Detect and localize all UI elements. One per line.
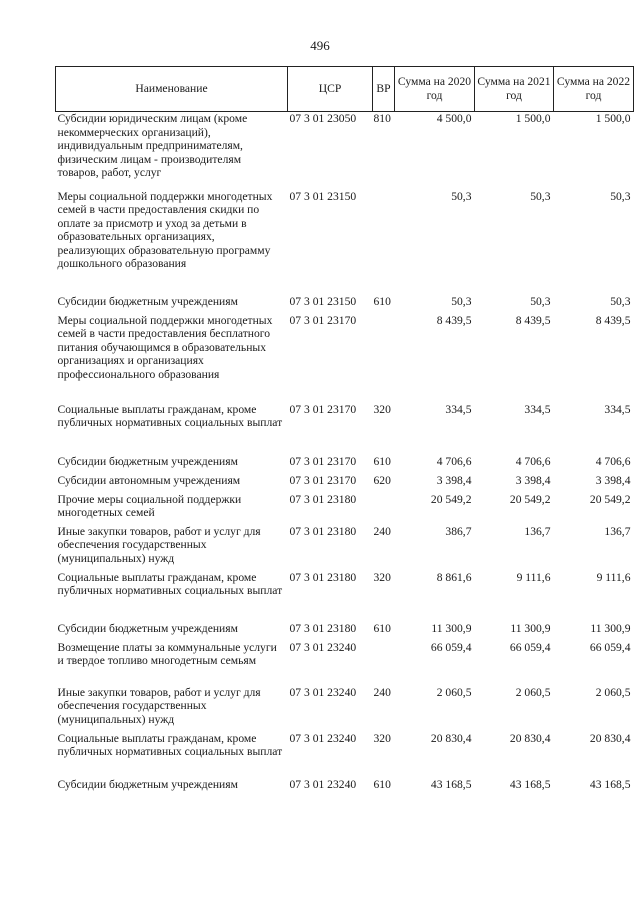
cell-sum-2020: 334,5 [445, 402, 472, 416]
cell-vr [373, 190, 395, 295]
cell-sum-2021: 1 500,0 [515, 112, 551, 125]
table-row [56, 778, 634, 798]
table-row [56, 493, 634, 525]
cell-sum-2022: 50,3 [610, 189, 631, 203]
cell-sum-2020: 8 861,6 [436, 570, 472, 584]
cell-vr: 320 [373, 731, 391, 745]
cell-csr: 07 3 01 23170 [289, 313, 357, 327]
cell-sum-2020: 4 500,0 [436, 112, 472, 125]
budget-table [55, 66, 634, 798]
cell-csr: 07 3 01 23240 [289, 640, 357, 654]
table-row [56, 474, 634, 493]
cell-sum-2021: 50,3 [530, 294, 551, 308]
cell-csr: 07 3 01 23240 [289, 777, 357, 791]
cell-csr: 07 3 01 23050 [289, 112, 357, 125]
cell-vr [373, 641, 395, 686]
table-row [56, 455, 634, 474]
cell-name: Иные закупки товаров, работ и услуг для обеспечения государственных (муниципальных) нужд [57, 524, 261, 565]
cell-name: Иные закупки товаров, работ и услуг для обеспечения государственных (муниципальных) нужд [57, 685, 261, 726]
cell-sum-2020: 20 830,4 [430, 731, 472, 745]
header-sum-2021: Сумма на 2021 год [475, 67, 554, 112]
cell-sum-2021: 4 706,6 [515, 454, 551, 468]
table-row [56, 571, 634, 622]
table-row [56, 403, 634, 455]
cell-sum-2022: 43 168,5 [589, 777, 631, 791]
cell-csr: 07 3 01 23170 [289, 454, 357, 468]
cell-name: Субсидии юридическим лицам (кроме некоммерческих организаций), индивидуальным предпринимателям, физическим лицам - производителям товаров, работ, услуг [57, 112, 248, 180]
cell-name: Меры социальной поддержки многодетных семей в части предоставления скидки по оплате за присмотр и уход за детьми в образовательных организациях, реализующих образовательную программу дошкольного образования [57, 189, 273, 271]
cell-vr: 610 [373, 621, 391, 635]
cell-sum-2020: 11 300,9 [431, 621, 472, 635]
header-csr: ЦСР [288, 67, 373, 112]
cell-sum-2022: 136,7 [604, 524, 631, 538]
cell-name: Возмещение платы за коммунальные услуги и твердое топливо многодетным семьям [57, 640, 277, 668]
cell-vr: 240 [373, 685, 391, 699]
cell-csr: 07 3 01 23180 [289, 621, 357, 635]
table-row [56, 686, 634, 732]
cell-name: Субсидии бюджетным учреждениям [57, 454, 238, 468]
table-row [56, 622, 634, 641]
cell-sum-2020: 50,3 [451, 294, 472, 308]
cell-sum-2022: 9 111,6 [596, 570, 631, 584]
cell-vr: 240 [373, 524, 391, 538]
cell-name: Социальные выплаты гражданам, кроме публичных нормативных социальных выплат [57, 402, 283, 430]
cell-sum-2021: 334,5 [524, 402, 551, 416]
cell-sum-2021: 9 111,6 [516, 570, 551, 584]
cell-sum-2021: 43 168,5 [509, 777, 551, 791]
cell-sum-2022: 11 300,9 [590, 621, 631, 635]
cell-name: Субсидии бюджетным учреждениям [57, 777, 238, 791]
table-row [56, 641, 634, 686]
cell-csr: 07 3 01 23150 [289, 294, 357, 308]
cell-csr: 07 3 01 23170 [289, 402, 357, 416]
cell-name: Субсидии автономным учреждениям [57, 473, 241, 487]
cell-sum-2022: 334,5 [604, 402, 631, 416]
cell-sum-2022: 3 398,4 [595, 473, 631, 487]
cell-vr: 610 [373, 454, 391, 468]
cell-name: Субсидии бюджетным учреждениям [57, 621, 238, 635]
cell-csr: 07 3 01 23180 [289, 492, 357, 506]
cell-sum-2022: 20 549,2 [589, 492, 631, 506]
cell-name: Прочие меры социальной поддержки многодетных семей [57, 492, 242, 520]
cell-csr: 07 3 01 23240 [289, 685, 357, 699]
cell-vr: 610 [373, 777, 391, 791]
cell-sum-2020: 8 439,5 [436, 313, 472, 327]
cell-sum-2021: 8 439,5 [515, 313, 551, 327]
cell-name: Социальные выплаты гражданам, кроме публичных нормативных социальных выплат [57, 731, 283, 759]
cell-sum-2020: 2 060,5 [436, 685, 472, 699]
cell-sum-2021: 20 830,4 [509, 731, 551, 745]
cell-csr: 07 3 01 23180 [289, 524, 357, 538]
cell-vr: 610 [373, 294, 391, 308]
cell-sum-2022: 8 439,5 [595, 313, 631, 327]
cell-sum-2020: 386,7 [445, 524, 472, 538]
cell-sum-2021: 20 549,2 [509, 492, 551, 506]
table-row [56, 525, 634, 571]
table-row [56, 295, 634, 314]
header-vr: ВР [373, 67, 395, 112]
cell-vr: 320 [373, 402, 391, 416]
cell-vr: 320 [373, 570, 391, 584]
cell-vr [373, 493, 395, 525]
cell-vr: 810 [373, 112, 391, 125]
cell-name: Меры социальной поддержки многодетных семей в части предоставления бесплатного питания обучающимся в образовательных организациях и организациях профессионального образования [57, 313, 273, 381]
cell-csr: 07 3 01 23150 [289, 189, 357, 203]
cell-sum-2021: 66 059,4 [509, 640, 551, 654]
cell-sum-2021: 2 060,5 [515, 685, 551, 699]
cell-sum-2020: 4 706,6 [436, 454, 472, 468]
cell-sum-2022: 66 059,4 [589, 640, 631, 654]
cell-sum-2021: 136,7 [524, 524, 551, 538]
cell-sum-2020: 3 398,4 [436, 473, 472, 487]
page-number: 496 [310, 38, 330, 53]
table-row [56, 112, 634, 190]
cell-name: Социальные выплаты гражданам, кроме публичных нормативных социальных выплат [57, 570, 283, 598]
cell-csr: 07 3 01 23170 [289, 473, 357, 487]
cell-sum-2020: 20 549,2 [430, 492, 472, 506]
table-row [56, 732, 634, 778]
cell-name: Субсидии бюджетным учреждениям [57, 294, 238, 308]
table-body [56, 112, 634, 798]
cell-sum-2022: 4 706,6 [595, 454, 631, 468]
cell-sum-2022: 1 500,0 [595, 112, 631, 125]
cell-vr: 620 [373, 473, 391, 487]
cell-sum-2022: 50,3 [610, 294, 631, 308]
header-sum-2022: Сумма на 2022 год [554, 67, 634, 112]
cell-sum-2020: 66 059,4 [430, 640, 472, 654]
table-row [56, 314, 634, 403]
cell-sum-2020: 50,3 [451, 189, 472, 203]
cell-csr: 07 3 01 23240 [289, 731, 357, 745]
header-sum-2020: Сумма на 2020 год [395, 67, 475, 112]
cell-sum-2021: 11 300,9 [510, 621, 551, 635]
header-name: Наименование [56, 67, 288, 112]
cell-sum-2021: 3 398,4 [515, 473, 551, 487]
table-row [56, 190, 634, 295]
cell-sum-2022: 20 830,4 [589, 731, 631, 745]
table-header-row [56, 67, 634, 112]
cell-sum-2020: 43 168,5 [430, 777, 472, 791]
cell-sum-2021: 50,3 [530, 189, 551, 203]
cell-vr [373, 314, 395, 403]
cell-csr: 07 3 01 23180 [289, 570, 357, 584]
cell-sum-2022: 2 060,5 [595, 685, 631, 699]
